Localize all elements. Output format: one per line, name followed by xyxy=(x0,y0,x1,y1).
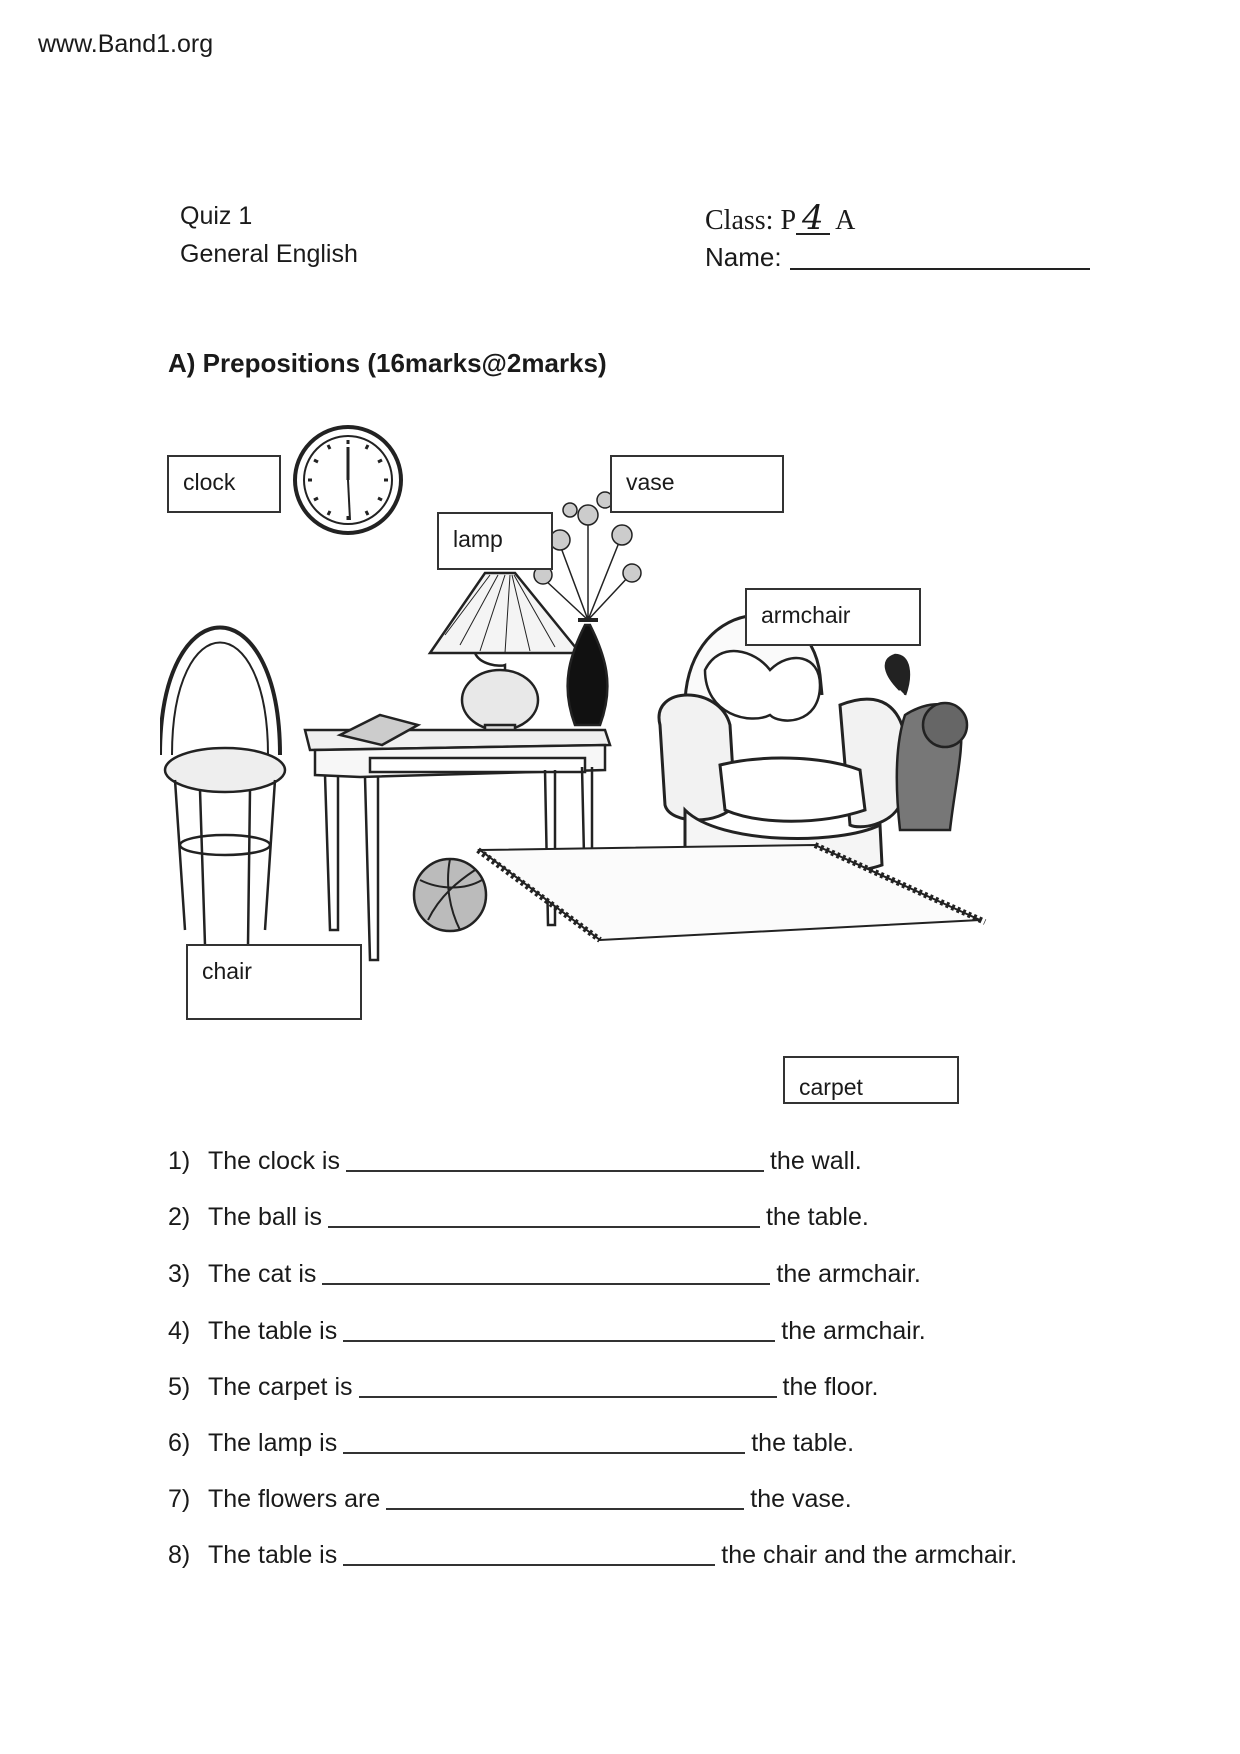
chair-illustration xyxy=(160,628,285,946)
answer-blank[interactable] xyxy=(343,1318,775,1342)
label-armchair: armchair xyxy=(745,588,921,646)
question-7 xyxy=(168,1485,852,1514)
answer-blank[interactable] xyxy=(346,1148,764,1172)
quiz-heading xyxy=(180,197,358,273)
question-3 xyxy=(168,1260,921,1289)
question-start: The cat is xyxy=(208,1260,317,1288)
question-end: the armchair. xyxy=(781,1317,926,1345)
question-start: The carpet is xyxy=(208,1373,353,1401)
armchair-illustration xyxy=(659,615,906,876)
question-end: the wall. xyxy=(769,1147,862,1175)
question-1 xyxy=(168,1147,862,1176)
question-number: 1) xyxy=(168,1147,191,1175)
subject: General English xyxy=(180,240,358,268)
question-start: The table is xyxy=(208,1541,338,1569)
question-end: the table. xyxy=(751,1429,855,1457)
label-chair: chair xyxy=(186,944,362,1020)
question-2 xyxy=(168,1203,869,1232)
question-start: The lamp is xyxy=(208,1429,338,1457)
answer-blank[interactable] xyxy=(328,1204,760,1228)
question-number: 4) xyxy=(168,1317,191,1345)
lamp-illustration xyxy=(430,573,580,740)
answer-blank[interactable] xyxy=(343,1542,715,1566)
question-4 xyxy=(168,1317,926,1346)
clock-illustration xyxy=(295,427,401,533)
question-6 xyxy=(168,1429,854,1458)
question-number: 8) xyxy=(168,1541,191,1569)
question-end: the armchair. xyxy=(776,1260,921,1288)
question-end: the chair and the armchair. xyxy=(721,1541,1018,1569)
name-field xyxy=(705,242,1090,273)
question-number: 6) xyxy=(168,1429,191,1457)
section-title: A) Prepositions (16marks@2marks) xyxy=(168,348,607,378)
label-vase: vase xyxy=(610,455,784,513)
question-number: 5) xyxy=(168,1373,191,1401)
name-blank[interactable] xyxy=(790,244,1090,270)
class-suffix: A xyxy=(835,205,856,236)
answer-blank[interactable] xyxy=(322,1261,770,1285)
cat-illustration xyxy=(886,655,967,830)
question-start: The ball is xyxy=(208,1203,322,1231)
answer-blank[interactable] xyxy=(386,1486,744,1510)
question-5 xyxy=(168,1373,878,1402)
question-start: The flowers are xyxy=(208,1485,381,1513)
class-field xyxy=(705,198,856,238)
question-8 xyxy=(168,1541,1017,1570)
question-end: the table. xyxy=(765,1203,869,1231)
question-start: The clock is xyxy=(208,1147,340,1175)
label-lamp: lamp xyxy=(437,512,553,570)
name-label: Name: xyxy=(705,242,782,272)
quiz-number: Quiz 1 xyxy=(180,202,253,230)
class-number-handwritten: 4 xyxy=(796,203,830,235)
question-number: 7) xyxy=(168,1485,191,1513)
question-end: the floor. xyxy=(782,1373,879,1401)
question-number: 2) xyxy=(168,1203,191,1231)
label-clock: clock xyxy=(167,455,281,513)
ball-illustration xyxy=(414,859,486,931)
question-start: The table is xyxy=(208,1317,338,1345)
question-number: 3) xyxy=(168,1260,191,1288)
answer-blank[interactable] xyxy=(343,1430,745,1454)
class-prefix: Class: P xyxy=(705,205,797,236)
question-end: the vase. xyxy=(750,1485,852,1513)
label-carpet: carpet xyxy=(783,1056,959,1104)
answer-blank[interactable] xyxy=(359,1374,777,1398)
site-url: www.Band1.org xyxy=(38,30,214,58)
